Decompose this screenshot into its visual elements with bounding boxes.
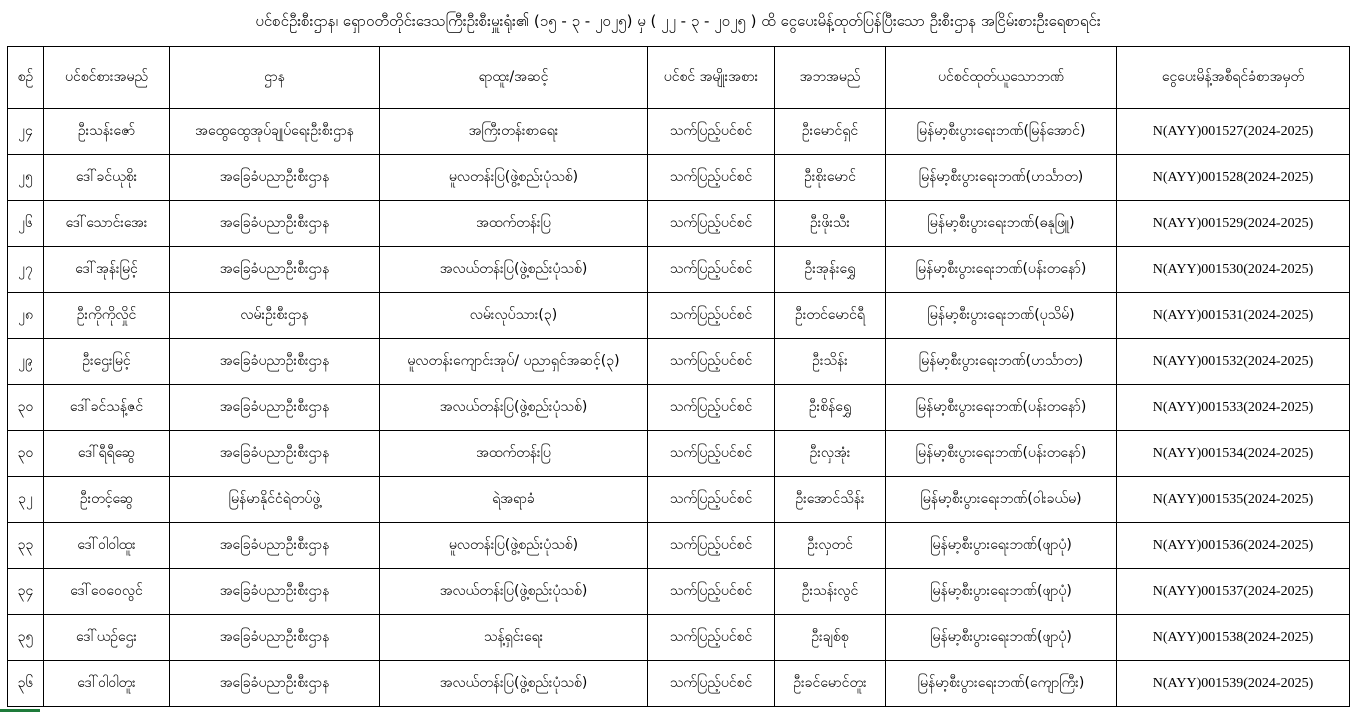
cell-license: N(AYY)001538(2024-2025) — [1117, 615, 1350, 661]
page-title: ပင်စင်ဦးစီးဌာန၊ ရှောဝတီတိုင်းဒေသကြီးဦးစီးမှူးရုံး၏ (၁၅ - ၃ - ၂၀၂၅) မှ ( ၂၂ - ၃ - ၂၀၂၅ ) ထိ ငွေပေးမိန့်ထုတ်ပြန်ပြီးသော ဦးစီးဌာန အငြိမ်းစားဦးရေစာရင်း — [255, 12, 1101, 30]
cell-dept: အခြေခံပညာဦးစီးဌာန — [170, 431, 380, 477]
cell-dept: အခြေခံပညာဦးစီးဌာန — [170, 615, 380, 661]
cell-type: သက်ပြည့်ပင်စင် — [648, 339, 775, 385]
cell-type: သက်ပြည့်ပင်စင် — [648, 155, 775, 201]
cell-name: ဒေါ်ဝေဝေလွင် — [44, 569, 170, 615]
table-row — [8, 201, 1350, 247]
cell-bank: မြန်မာ့စီးပွားရေးဘဏ်(ပန်းတနော်) — [886, 431, 1117, 477]
cell-father: ဦးမောင်ရှင် — [775, 109, 886, 155]
cell-father: ဦးစိန်ရွှေ — [775, 385, 886, 431]
column-header-type: ပင်စင် အမျိုးအစား — [648, 47, 775, 109]
cell-license: N(AYY)001528(2024-2025) — [1117, 155, 1350, 201]
cell-rank: မူလတန်းပြ(ဖွဲ့စည်းပုံသစ်) — [380, 523, 648, 569]
cell-rank: အထက်တန်းပြ — [380, 431, 648, 477]
cell-name: ဒေါ်ယဉ်ဌေး — [44, 615, 170, 661]
table-row — [8, 339, 1350, 385]
cell-father: ဦးခင်မောင်တူး — [775, 661, 886, 707]
cell-license: N(AYY)001537(2024-2025) — [1117, 569, 1350, 615]
cell-rank: အလယ်တန်းပြ(ဖွဲ့စည်းပုံသစ်) — [380, 385, 648, 431]
cell-license: N(AYY)001530(2024-2025) — [1117, 247, 1350, 293]
cell-name: ဒေါ်ဝါဝါထူး — [44, 523, 170, 569]
cell-rank: လမ်းလုပ်သား(၃) — [380, 293, 648, 339]
cell-bank: မြန်မာ့စီးပွားရေးဘဏ်(ဟင်္သာတ) — [886, 339, 1117, 385]
table-row — [8, 661, 1350, 707]
cell-father: ဦးချစ်စု — [775, 615, 886, 661]
cell-bank: မြန်မာ့စီးပွားရေးဘဏ်(ဓနုဖြူ) — [886, 201, 1117, 247]
cell-rank: အလယ်တန်းပြ(ဖွဲ့စည်းပုံသစ်) — [380, 569, 648, 615]
cell-no: ၃၀ — [8, 431, 44, 477]
cell-bank: မြန်မာ့စီးပွားရေးဘဏ်(ပန်းတနော်) — [886, 247, 1117, 293]
cell-license: N(AYY)001527(2024-2025) — [1117, 109, 1350, 155]
cell-dept: အခြေခံပညာဦးစီးဌာန — [170, 523, 380, 569]
cell-dept: မြန်မာနိုင်ငံရဲတပ်ဖွဲ့ — [170, 477, 380, 523]
cell-bank: မြန်မာ့စီးပွားရေးဘဏ်(ပန်းတနော်) — [886, 385, 1117, 431]
cell-no: ၃၅ — [8, 615, 44, 661]
cell-father: ဦးဖိုးသီး — [775, 201, 886, 247]
cell-father: ဦးအုန်းရွှေ — [775, 247, 886, 293]
cell-license: N(AYY)001532(2024-2025) — [1117, 339, 1350, 385]
column-header-bank: ပင်စင်ထုတ်ယူသောဘဏ် — [886, 47, 1117, 109]
cell-dept: လမ်းဦးစီးဌာန — [170, 293, 380, 339]
cell-no: ၃၄ — [8, 569, 44, 615]
cell-no: ၂၄ — [8, 109, 44, 155]
column-header-no: စဉ် — [8, 47, 44, 109]
cell-name: ဒေါ်ခင်ယုစိုး — [44, 155, 170, 201]
cell-dept: အခြေခံပညာဦးစီးဌာန — [170, 661, 380, 707]
header-row — [8, 47, 1350, 109]
table-row — [8, 477, 1350, 523]
cell-type: သက်ပြည့်ပင်စင် — [648, 293, 775, 339]
cell-no: ၃၃ — [8, 523, 44, 569]
column-header-license: ငွေပေးမိန့်အစီရင်ခံစာအမှတ် — [1117, 47, 1350, 109]
cell-name: ဒေါ်ခင်သန့်ဇင် — [44, 385, 170, 431]
cell-type: သက်ပြည့်ပင်စင် — [648, 385, 775, 431]
cell-license: N(AYY)001539(2024-2025) — [1117, 661, 1350, 707]
cell-bank: မြန်မာ့စီးပွားရေးဘဏ်(မြန်အောင်) — [886, 109, 1117, 155]
table-row — [8, 615, 1350, 661]
cell-rank: သန့်ရှင်းရေး — [380, 615, 648, 661]
cell-type: သက်ပြည့်ပင်စင် — [648, 477, 775, 523]
cell-rank: အလယ်တန်းပြ(ဖွဲ့စည်းပုံသစ်) — [380, 247, 648, 293]
cell-type: သက်ပြည့်ပင်စင် — [648, 109, 775, 155]
cell-dept: အခြေခံပညာဦးစီးဌာန — [170, 385, 380, 431]
cell-name: ဦးသန်းဇော် — [44, 109, 170, 155]
cell-license: N(AYY)001531(2024-2025) — [1117, 293, 1350, 339]
cell-name: ဒေါ်အုန်းမြင့် — [44, 247, 170, 293]
cell-no: ၂၇ — [8, 247, 44, 293]
cell-no: ၃၂ — [8, 477, 44, 523]
cell-bank: မြန်မာ့စီးပွားရေးဘဏ်(ဖျာပုံ) — [886, 523, 1117, 569]
column-header-father: အဘအမည် — [775, 47, 886, 109]
cell-dept: အခြေခံပညာဦးစီးဌာန — [170, 201, 380, 247]
cell-license: N(AYY)001536(2024-2025) — [1117, 523, 1350, 569]
table-row — [8, 293, 1350, 339]
cell-rank: အကြီးတန်းစာရေး — [380, 109, 648, 155]
cell-name: ဒေါ်သောင်းအေး — [44, 201, 170, 247]
cell-type: သက်ပြည့်ပင်စင် — [648, 615, 775, 661]
cell-license: N(AYY)001529(2024-2025) — [1117, 201, 1350, 247]
cell-dept: အခြေခံပညာဦးစီးဌာန — [170, 247, 380, 293]
cell-no: ၂၆ — [8, 201, 44, 247]
cell-rank: ရဲအရာခံ — [380, 477, 648, 523]
cell-father: ဦးစိုးမောင် — [775, 155, 886, 201]
cell-dept: အထွေထွေအုပ်ချုပ်ရေးဦးစီးဌာန — [170, 109, 380, 155]
cell-license: N(AYY)001534(2024-2025) — [1117, 431, 1350, 477]
cell-name: ဒေါ်ရီရီဆွေ — [44, 431, 170, 477]
cell-no: ၃၆ — [8, 661, 44, 707]
column-header-rank: ရာထူး/အဆင့် — [380, 47, 648, 109]
cell-type: သက်ပြည့်ပင်စင် — [648, 569, 775, 615]
cell-dept: အခြေခံပညာဦးစီးဌာန — [170, 569, 380, 615]
cell-father: ဦးသန်းလွင် — [775, 569, 886, 615]
cell-rank: မူလတန်းပြ(ဖွဲ့စည်းပုံသစ်) — [380, 155, 648, 201]
table-row — [8, 385, 1350, 431]
cell-bank: မြန်မာ့စီးပွားရေးဘဏ်(ကျောကြီး) — [886, 661, 1117, 707]
cell-no: ၂၅ — [8, 155, 44, 201]
cell-dept: အခြေခံပညာဦးစီးဌာန — [170, 155, 380, 201]
cell-father: ဦးသိန်း — [775, 339, 886, 385]
cell-father: ဦးတင်မောင်ရီ — [775, 293, 886, 339]
cell-type: သက်ပြည့်ပင်စင် — [648, 247, 775, 293]
cell-bank: မြန်မာ့စီးပွားရေးဘဏ်(ဖျာပုံ) — [886, 615, 1117, 661]
cell-bank: မြန်မာ့စီးပွားရေးဘဏ်(ဖျာပုံ) — [886, 569, 1117, 615]
pension-table — [7, 46, 1350, 707]
cell-no: ၂၉ — [8, 339, 44, 385]
table-body — [8, 109, 1350, 707]
cell-no: ၂၈ — [8, 293, 44, 339]
cell-rank: အလယ်တန်းပြ(ဖွဲ့စည်းပုံသစ်) — [380, 661, 648, 707]
cell-name: ဒေါ်ဝါဝါတူး — [44, 661, 170, 707]
cell-name: ဦးတင့်ဆွေ — [44, 477, 170, 523]
cell-father: ဦးလှအုံး — [775, 431, 886, 477]
cell-name: ဦးဌေးမြင့် — [44, 339, 170, 385]
table-row — [8, 155, 1350, 201]
column-header-name: ပင်စင်စားအမည် — [44, 47, 170, 109]
cell-type: သက်ပြည့်ပင်စင် — [648, 523, 775, 569]
cell-bank: မြန်မာ့စီးပွားရေးဘဏ်(ဝါးခယ်မ) — [886, 477, 1117, 523]
column-header-dept: ဌာန — [170, 47, 380, 109]
table-row — [8, 247, 1350, 293]
table-row — [8, 569, 1350, 615]
cell-type: သက်ပြည့်ပင်စင် — [648, 661, 775, 707]
cell-bank: မြန်မာ့စီးပွားရေးဘဏ်(ပုသိမ်) — [886, 293, 1117, 339]
cell-no: ၃၀ — [8, 385, 44, 431]
cell-license: N(AYY)001533(2024-2025) — [1117, 385, 1350, 431]
table-row — [8, 431, 1350, 477]
cell-bank: မြန်မာ့စီးပွားရေးဘဏ်(ဟင်္သာတ) — [886, 155, 1117, 201]
cell-license: N(AYY)001535(2024-2025) — [1117, 477, 1350, 523]
cell-father: ဦးအောင်သိန်း — [775, 477, 886, 523]
cell-dept: အခြေခံပညာဦးစီးဌာန — [170, 339, 380, 385]
cell-name: ဦးကိုကိုလှိုင် — [44, 293, 170, 339]
table-row — [8, 523, 1350, 569]
cell-rank: မူလတန်းကျောင်းအုပ်/ ပညာရှင်အဆင့်(၃) — [380, 339, 648, 385]
cell-type: သက်ပြည့်ပင်စင် — [648, 431, 775, 477]
cell-father: ဦးလှတင် — [775, 523, 886, 569]
cell-type: သက်ပြည့်ပင်စင် — [648, 201, 775, 247]
cell-rank: အထက်တန်းပြ — [380, 201, 648, 247]
table-row — [8, 109, 1350, 155]
